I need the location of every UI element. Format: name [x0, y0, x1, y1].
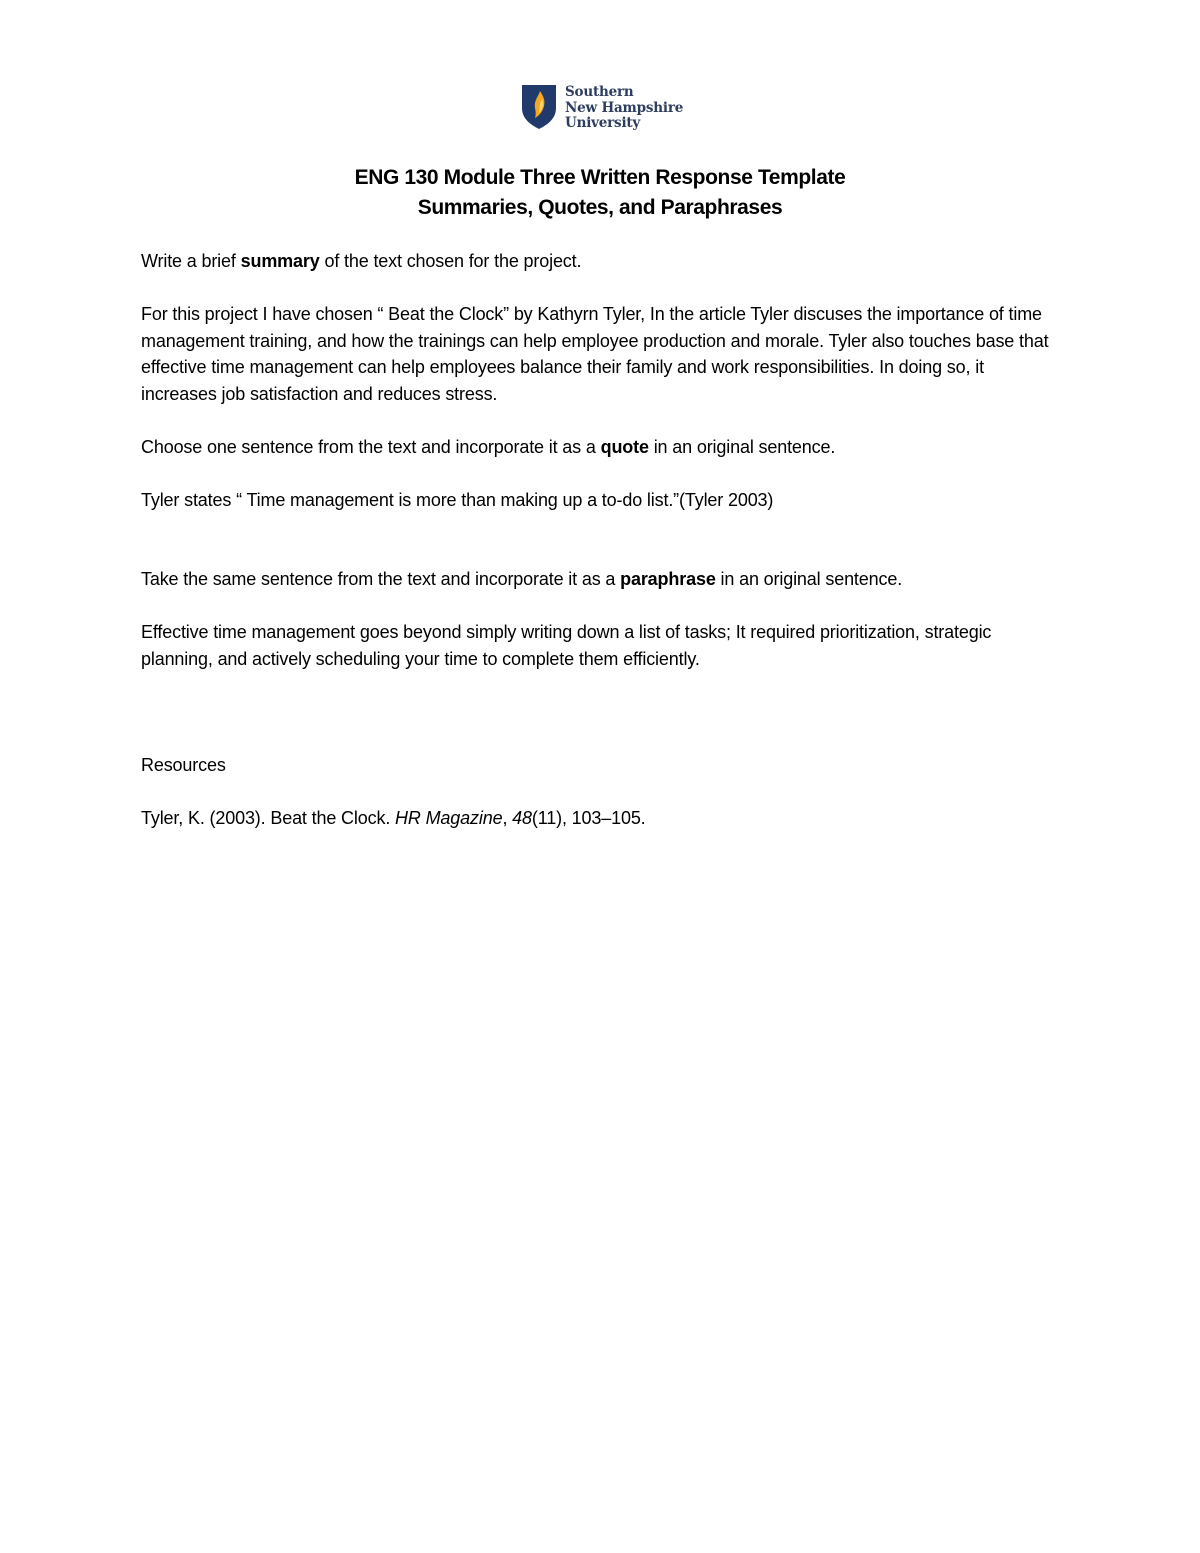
- title-line-1: ENG 130 Module Three Written Response Template: [354, 166, 846, 189]
- citation-author: Tyler, K. (2003). Beat the Clock.: [141, 807, 396, 828]
- logo-line-3: University: [565, 115, 641, 131]
- citation-journal: HR Magazine: [395, 807, 503, 828]
- paraphrase-keyword: paraphrase: [620, 569, 716, 589]
- quote-prompt-text-end: in an original sentence.: [648, 436, 836, 457]
- citation: [141, 805, 1061, 832]
- citation-volume: 48: [512, 807, 532, 828]
- summary-prompt: [141, 248, 1061, 275]
- quote-prompt-text: Choose one sentence from the text and incorporate it as a: [141, 436, 601, 457]
- paraphrase-prompt: [141, 566, 1061, 593]
- quote-answer: Tyler states “ Time management is more than making up a to-do list.”(Tyler 2003): [141, 489, 774, 510]
- citation-separator: ,: [502, 807, 513, 828]
- quote-prompt: [141, 434, 1061, 461]
- logo-line-2: New Hampshire: [565, 99, 684, 116]
- paraphrase-prompt-text-end: in an original sentence.: [715, 569, 903, 589]
- logo-line-1: Southern: [565, 84, 634, 100]
- paraphrase-prompt-text: Take the same sentence from the text and incorporate it as a: [141, 569, 621, 589]
- shield-flame-icon: [521, 84, 557, 130]
- quote-keyword: quote: [600, 436, 649, 457]
- citation-pages: (11), 103–105.: [531, 807, 646, 828]
- resources-heading: Resources: [141, 754, 226, 775]
- title-line-2: Summaries, Quotes, and Paraphrases: [417, 196, 783, 219]
- summary-keyword: summary: [240, 251, 320, 271]
- summary-prompt-text-end: of the text chosen for the project.: [319, 251, 582, 271]
- university-name: [565, 85, 683, 132]
- paraphrase-answer: Effective time management goes beyond simply writing down a list of tasks; It required prioritization, strategic planning, and actively scheduling your time to complete them efficiently.: [141, 622, 992, 669]
- document-body: [141, 248, 1061, 831]
- document-title: [0, 163, 1200, 223]
- summary-prompt-text: Write a brief: [141, 251, 241, 271]
- university-logo: [521, 84, 683, 132]
- summary-answer: For this project I have chosen “ Beat the Clock” by Kathyrn Tyler, In the article Tyler discuses the importance of time management training, and how the trainings can help employee production and morale. Tyler also touches base that effective time management can help employees balance their family and work responsibilities. In doing so, it increases job satisfaction and reduces stress.: [141, 304, 1049, 404]
